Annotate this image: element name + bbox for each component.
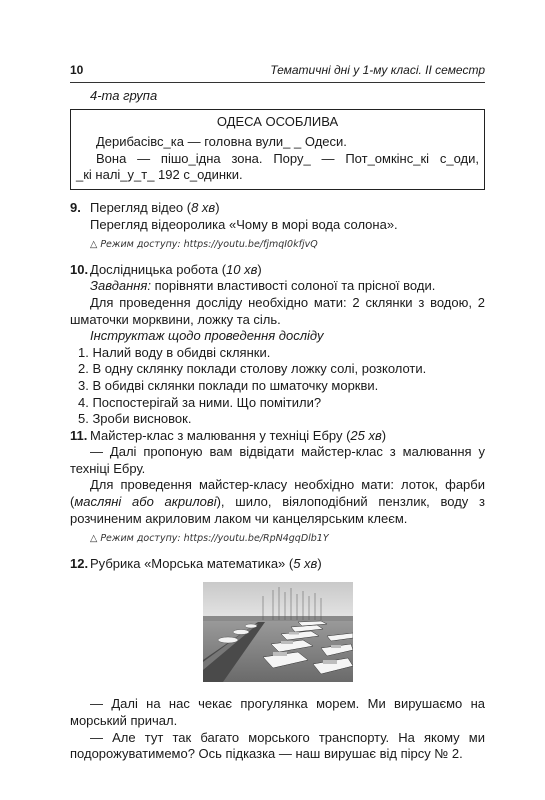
list-item: 3. В обидві склянки поклади по шматочку моркви. (78, 377, 379, 393)
title-close: ) (257, 261, 262, 277)
section-9 (70, 200, 485, 233)
box-line-2a: Вона — пішо_ідна зона. Пору_ — Пот_омкінс_кі с_оди, (96, 150, 479, 166)
materials-a: Для проведення майстер-класу необхідно мати: лоток, фарби ( (70, 477, 485, 510)
box-line-2 (76, 151, 479, 168)
duration: 10 хв (226, 261, 258, 277)
list-item: 1. Налий воду в обидві склянки. (78, 344, 271, 360)
video-link[interactable] (90, 237, 485, 254)
materials-c: ), шило, віялоподібний пензлик, воду з розчиненим акриловим лаком чи канцелярським клеєм. (70, 494, 485, 526)
section-title (90, 428, 485, 445)
list-item: 5. Зроби висновок. (78, 411, 192, 427)
section-12 (70, 556, 485, 573)
section-11 (70, 428, 485, 445)
closing-paragraph-1: — Далі на нас чекає прогулянка морем. Ми вирушаємо на морський причал. (70, 696, 485, 729)
box-line-3: _кі налі_у_т_ 192 с_одинки. (76, 167, 243, 183)
masterclass-intro: — Далі пропоную вам відвідати майстер-клас з малювання у техніці Ебру. (70, 444, 485, 476)
instruction-title: Інструктаж щодо проведення досліду (90, 328, 324, 344)
link-text[interactable]: Режим доступу: https://youtu.be/RpN4gqDlb1Y (100, 533, 329, 545)
running-title: Тематичні дні у 1-му класі. ІІ семестр (270, 63, 485, 77)
title-close: ) (317, 555, 322, 571)
materials-text: Для проведення досліду необхідно мати: 2 склянки з водою, 2 шматочки морквини, ложку та сіль. (70, 294, 485, 327)
harbor-photo (203, 582, 353, 682)
page-header (70, 63, 485, 81)
section-number: 9. (70, 199, 81, 215)
materials-b: масляні або акрилові (74, 494, 217, 510)
closing-paragraph-2: — Але тут так багато морського транспорту. На якому ми подорожуватимемо? Ось підказка — наш вирушає від пірсу № 2. (70, 729, 485, 762)
duration: 8 хв (191, 199, 216, 215)
masterclass-materials (70, 477, 485, 527)
title-close: ) (381, 427, 387, 443)
task-text: порівняти властивості солоної та прісної води. (151, 278, 436, 294)
section-number: 12. (70, 555, 89, 571)
title-text: Дослідницька робота ( (90, 261, 227, 277)
link-text[interactable]: Режим доступу: https://youtu.be/fjmqI0kfjvQ (100, 239, 318, 251)
title-text: Рубрика «Морська математика» ( (90, 555, 294, 571)
group-label: 4-та група (90, 88, 158, 103)
header-rule (70, 82, 485, 83)
title-text: Майстер-клас з малювання у техніці Ебру ( (90, 427, 351, 443)
section-text: Перегляд відеоролика «Чому в морі вода солона». (90, 216, 398, 232)
task (90, 278, 485, 295)
section-title (90, 262, 485, 279)
video-link[interactable] (90, 531, 485, 548)
duration: 25 хв (350, 427, 382, 443)
triangle-icon: △ (90, 533, 101, 545)
triangle-icon: △ (90, 239, 101, 251)
section-10 (70, 262, 485, 295)
duration: 5 хв (293, 555, 318, 571)
page-number: 10 (70, 63, 84, 77)
section-title (90, 200, 485, 217)
section-number: 10. (70, 261, 89, 277)
box-line-1: Дерибасівс_ка — головна вули_ _ Одеси. (96, 134, 347, 150)
box-title: ОДЕСА ОСОБЛИВА (216, 113, 339, 129)
title-text: Перегляд відео ( (90, 199, 192, 215)
title-close: ) (215, 199, 220, 215)
exercise-box (70, 109, 485, 190)
steps-list (70, 345, 485, 428)
list-item: 4. Поспостерігай за ними. Що помітили? (78, 394, 322, 410)
section-title (90, 556, 485, 573)
page-content (70, 88, 485, 763)
list-item: 2. В одну склянку поклади столову ложку солі, розколоти. (78, 361, 427, 377)
section-number: 11. (70, 427, 88, 443)
task-label: Завдання: (90, 278, 151, 294)
